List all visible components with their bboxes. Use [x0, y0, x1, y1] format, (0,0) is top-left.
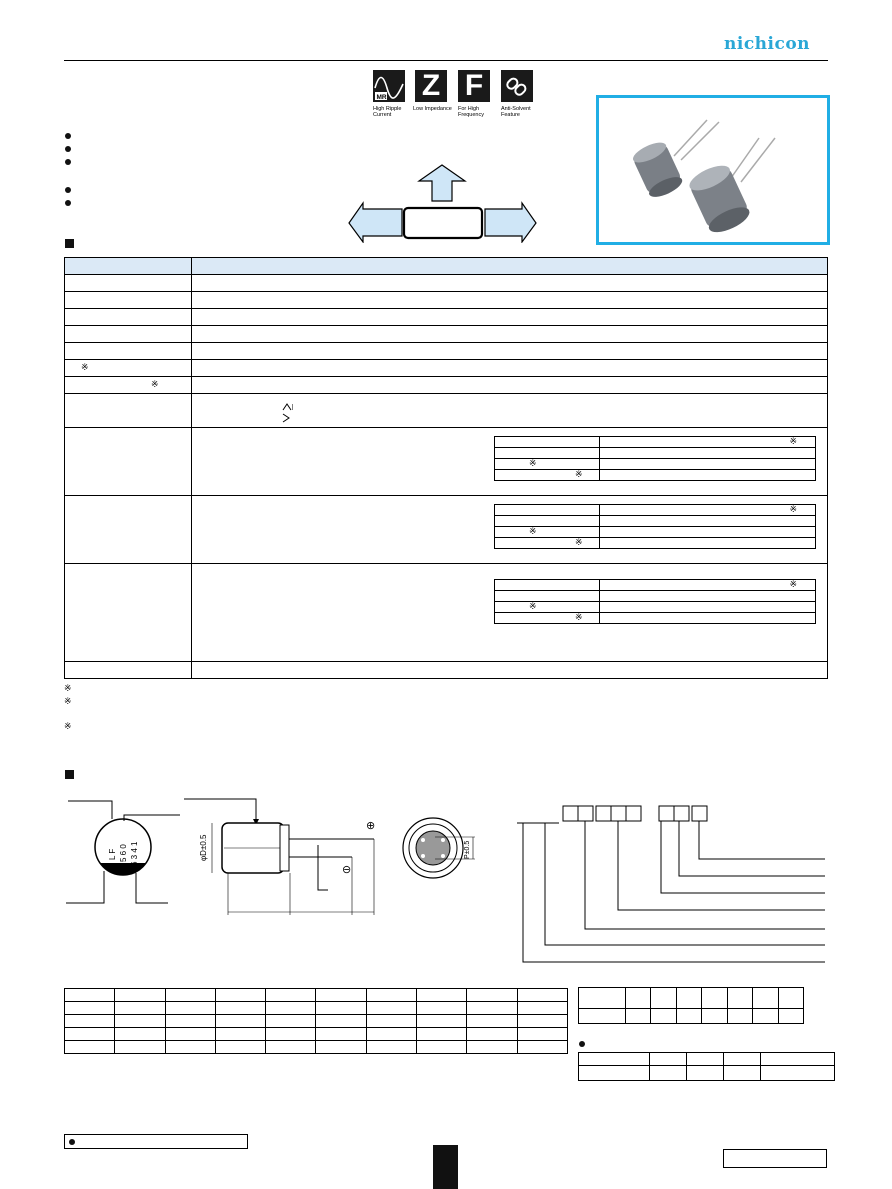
feature-bullet [65, 146, 71, 152]
footnote-marker: ※ [64, 683, 72, 693]
feature-label-ripple: High Ripple Current [373, 106, 402, 118]
series-box [404, 208, 482, 238]
minus-terminal-marker: ⊖ [342, 864, 352, 876]
feature-label-impedance: Low Impedance [413, 106, 452, 112]
note-marker: ※ [81, 362, 89, 372]
specifications-table [64, 257, 828, 679]
note-bullet [579, 1041, 585, 1047]
feature-label-solvent: Anti-Solvent Feature [501, 106, 531, 118]
arrow-left [349, 203, 402, 242]
note-marker: ※ [789, 579, 797, 589]
spec-row [65, 308, 827, 326]
arrow-up [419, 165, 465, 201]
feature-bullet [65, 187, 71, 193]
footer-bullet [69, 1139, 75, 1145]
catalog-code-box [723, 1149, 827, 1168]
spec-row [65, 274, 827, 292]
mr-badge: MR [376, 94, 387, 101]
part-number-system [515, 800, 830, 970]
note-marker: ※ [529, 458, 537, 468]
letter-f-icon: F [458, 70, 490, 102]
footnote-marker: ※ [64, 721, 72, 731]
series-relation-diagram [345, 163, 540, 243]
side-view-drawing [182, 795, 382, 920]
bottom-view-drawing [395, 815, 485, 885]
inequality-symbols [281, 398, 293, 424]
note-marker: ※ [151, 379, 159, 389]
spec-row [65, 359, 827, 377]
note-marker: ※ [529, 601, 537, 611]
feature-bullet [65, 133, 71, 139]
spec-header-row [65, 258, 827, 274]
feature-bullet [65, 159, 71, 165]
footnote-marker: ※ [64, 696, 72, 706]
note-marker: ※ [575, 537, 583, 547]
dimension-table [64, 988, 568, 1054]
damp-heat-inner-table [494, 579, 816, 624]
marking-line-1: L F [108, 848, 117, 860]
note-marker: ※ [529, 526, 537, 536]
marking-line-3: 6 3 4 1 [130, 841, 139, 866]
section-marker-drawing [65, 770, 74, 779]
voltage-code-table [578, 987, 804, 1024]
page-number-tab [433, 1145, 458, 1189]
endurance-inner-table [494, 436, 816, 481]
header-rule [64, 60, 828, 61]
spec-row-marking [65, 661, 827, 679]
spec-row-shelf-life [65, 495, 827, 564]
section-marker-specifications [65, 239, 74, 248]
top-view-marking [64, 795, 184, 910]
marking-line-2: 5 6 0 [119, 844, 128, 862]
spec-row-leakage [65, 393, 827, 428]
brand-logo: nichicon [724, 34, 811, 54]
arrow-right [485, 203, 536, 242]
note-marker: ※ [575, 612, 583, 622]
spec-row-endurance [65, 427, 827, 496]
plus-terminal-marker: ⊕ [366, 820, 376, 832]
feature-bullet [65, 200, 71, 206]
spec-row [65, 291, 827, 309]
lead-spacing-label: P±0.5 [464, 840, 471, 859]
chain-link-icon [501, 70, 533, 102]
letter-z-icon: Z [415, 70, 447, 102]
diameter-label: φD±0.5 [199, 834, 208, 861]
note-marker: ※ [575, 469, 583, 479]
spec-row-damp-heat [65, 563, 827, 662]
note-marker: ※ [789, 436, 797, 446]
feature-label-frequency: For High Frequency [458, 106, 484, 118]
spec-row [65, 325, 827, 343]
sine-wave-icon [373, 70, 405, 102]
spec-row [65, 342, 827, 360]
note-marker: ※ [789, 504, 797, 514]
product-photo [596, 95, 830, 245]
sleeve-code-table [578, 1052, 835, 1081]
footer-note-box [64, 1134, 248, 1149]
shelf-life-inner-table [494, 504, 816, 549]
spec-row [65, 376, 827, 394]
